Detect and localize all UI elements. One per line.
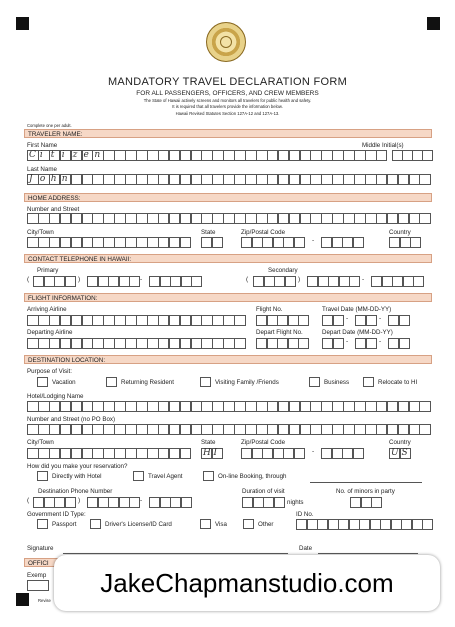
- depart-date-label: Depart Date (MM-DD-YY): [322, 329, 393, 336]
- reservation-checkbox[interactable]: [133, 471, 144, 481]
- exempt-box[interactable]: [27, 580, 49, 591]
- date-line[interactable]: [318, 553, 418, 554]
- id-type-checkbox[interactable]: [37, 519, 48, 529]
- secondary-prefix-cell[interactable]: [349, 276, 360, 287]
- reservation-option-label: Directly with Hotel: [52, 473, 102, 480]
- departing-airline-label: Departing Airline: [27, 329, 73, 336]
- handwritten-char: h: [50, 174, 57, 184]
- handwritten-char: z: [72, 150, 78, 160]
- purpose-label: Purpose of Visit:: [27, 368, 72, 375]
- date-dash: -: [346, 338, 349, 345]
- signature-label: Signature: [27, 545, 54, 552]
- handwritten-char: i: [61, 150, 65, 160]
- travel-date-label: Travel Date (MM-DD-YY): [322, 306, 392, 313]
- primary-line-cell[interactable]: [191, 276, 202, 287]
- signature-line[interactable]: [63, 553, 288, 554]
- nights-label: nights: [287, 499, 304, 506]
- paren-open: (: [246, 276, 249, 283]
- depart-flight-no-label: Depart Flight No.: [256, 329, 303, 336]
- purpose-checkbox[interactable]: [37, 377, 48, 387]
- primary-phone-label: Primary: [37, 267, 59, 274]
- form-title: MANDATORY TRAVEL DECLARATION FORM: [107, 76, 348, 88]
- duration-label: Duration of visit: [242, 488, 285, 495]
- home-state-cell[interactable]: [212, 237, 223, 248]
- section-official: OFFICI: [24, 558, 64, 567]
- phone-dash: -: [362, 276, 365, 283]
- purpose-option-label: Business: [324, 379, 350, 386]
- departing-airline-cell[interactable]: [234, 338, 246, 349]
- primary-prefix-cell[interactable]: [129, 276, 143, 287]
- section-flight-information: FLIGHT INFORMATION:: [24, 293, 432, 302]
- hotel-label: Hotel/Lodging Name: [27, 393, 84, 400]
- purpose-checkbox[interactable]: [200, 377, 211, 387]
- paren-open: (: [27, 276, 30, 283]
- handwritten-char: e: [83, 150, 89, 160]
- dest-country-cell[interactable]: [400, 448, 411, 459]
- primary-area-cell[interactable]: [65, 276, 76, 287]
- online-booking-line[interactable]: [310, 482, 422, 483]
- zip-dash: -: [312, 237, 315, 244]
- section-traveler-name: TRAVELER NAME:: [24, 129, 432, 138]
- purpose-option-label: Returning Resident: [121, 379, 174, 386]
- purpose-checkbox[interactable]: [363, 377, 374, 387]
- home-zip-cell[interactable]: [294, 237, 305, 248]
- phone-dash: -: [140, 276, 143, 283]
- id-type-label: Visa: [215, 521, 227, 528]
- dest-zip-cell[interactable]: [294, 448, 305, 459]
- id-no-label: ID No.: [296, 511, 314, 518]
- home-street-cell[interactable]: [419, 213, 431, 224]
- dest-country-label: Country: [389, 439, 411, 446]
- handwritten-char: i: [39, 150, 43, 160]
- middle-initial-label: Middle Initial(s): [362, 142, 404, 149]
- handwritten-char: J: [29, 174, 33, 184]
- first-name-label: First Name: [27, 142, 58, 149]
- secondary-phone-label: Secondary: [268, 267, 298, 274]
- reservation-option-label: On-line Booking, through: [218, 473, 287, 480]
- paren-close: ): [78, 276, 81, 283]
- paren-close: ): [298, 276, 301, 283]
- header-note-1: The State of Hawaii actively screens and monitors all travelers for public health and safety.: [143, 98, 312, 103]
- minors-label: No. of minors in party: [336, 488, 395, 495]
- id-type-label: Other: [258, 521, 274, 528]
- dest-street-cell[interactable]: [419, 424, 431, 435]
- gov-id-label: Government ID Type:: [27, 511, 86, 518]
- paren-close: ): [78, 497, 81, 504]
- id-type-checkbox[interactable]: [90, 519, 101, 529]
- dest-zip-label: Zip/Postal Code: [241, 439, 286, 446]
- dest-zip-ext-cell[interactable]: [353, 448, 364, 459]
- handwritten-char: t: [50, 150, 55, 160]
- travel-mm-cell[interactable]: [333, 315, 344, 326]
- home-street-label: Number and Street: [27, 206, 80, 213]
- registration-mark-top-right: [427, 17, 440, 30]
- dest-city-cell[interactable]: [180, 448, 192, 459]
- handwritten-char: n: [61, 174, 68, 184]
- purpose-checkbox[interactable]: [309, 377, 320, 387]
- flight-no-label: Flight No.: [256, 306, 283, 313]
- home-country-label: Country: [389, 229, 411, 236]
- watermark-banner: JakeChapmanstudio.com: [54, 555, 440, 611]
- secondary-line-cell[interactable]: [413, 276, 424, 287]
- date-label: Date: [299, 545, 313, 552]
- revised-label: Revise: [38, 598, 51, 603]
- phone-dash: -: [140, 497, 143, 504]
- date-dash: -: [379, 338, 382, 345]
- dest-phone-prefix-cell[interactable]: [129, 497, 143, 508]
- date-dash: -: [346, 315, 349, 322]
- section-contact-telephone: CONTACT TELEPHONE IN HAWAII:: [24, 254, 432, 263]
- middle-initial-cell[interactable]: [422, 150, 433, 161]
- duration-cell[interactable]: [274, 497, 285, 508]
- form-subtitle: FOR ALL PASSENGERS, OFFICERS, AND CREW MEMBERS: [136, 90, 319, 97]
- handwritten-char: o: [39, 174, 46, 184]
- purpose-option-label: Visiting Family /Friends: [215, 379, 279, 386]
- secondary-area-cell[interactable]: [285, 276, 296, 287]
- dest-city-label: City/Town: [27, 439, 54, 446]
- depart-flight-no-cell[interactable]: [298, 338, 309, 349]
- handwritten-char: H: [203, 448, 211, 458]
- flight-no-cell[interactable]: [298, 315, 309, 326]
- arriving-airline-label: Arriving Airline: [27, 306, 67, 313]
- dest-state-cell[interactable]: [212, 448, 223, 459]
- handwritten-char: U: [391, 448, 399, 458]
- header-note-2: It is required that all travelers provide the information below.: [172, 104, 283, 109]
- id-number-cell[interactable]: [422, 519, 433, 530]
- id-type-label: Passport: [52, 521, 77, 528]
- handwritten-char: I: [213, 448, 218, 458]
- date-dash: -: [379, 315, 382, 322]
- travel-dd-cell[interactable]: [366, 315, 377, 326]
- reservation-checkbox[interactable]: [203, 471, 214, 481]
- registration-mark-top-left: [16, 17, 29, 30]
- handwritten-char: n: [94, 150, 101, 160]
- last-name-label: Last Name: [27, 166, 57, 173]
- id-type-checkbox[interactable]: [200, 519, 211, 529]
- hotel-name-cell[interactable]: [419, 401, 431, 412]
- travel-yy-cell[interactable]: [399, 315, 410, 326]
- reservation-label: How did you make your reservation?: [27, 463, 128, 470]
- depart-dd-cell[interactable]: [366, 338, 377, 349]
- home-state-label: State: [201, 229, 216, 236]
- section-destination-location: DESTINATION LOCATION:: [24, 355, 432, 364]
- header-note-3: Hawaii Revised Statutes Section 127A-12 and 127A-13.: [175, 111, 280, 116]
- home-city-cell[interactable]: [180, 237, 192, 248]
- reservation-option-label: Travel Agent: [148, 473, 183, 480]
- purpose-checkbox[interactable]: [106, 377, 117, 387]
- section-home-address: HOME ADDRESS:: [24, 193, 432, 202]
- purpose-option-label: Vacation: [52, 379, 76, 386]
- minors-cell[interactable]: [371, 497, 382, 508]
- arriving-airline-cell[interactable]: [234, 315, 246, 326]
- purpose-option-label: Relocate to HI: [378, 379, 418, 386]
- id-type-label: Driver's License/ID Card: [105, 521, 172, 528]
- home-zip-label: Zip/Postal Code: [241, 229, 286, 236]
- dest-phone-label: Destination Phone Number: [38, 488, 113, 495]
- state-seal-icon: [206, 22, 246, 62]
- complete-note: Complete one per adult.: [27, 123, 72, 128]
- handwritten-char: S: [401, 448, 408, 458]
- zip-dash: -: [312, 448, 315, 455]
- dest-phone-line-cell[interactable]: [181, 497, 192, 508]
- last-name-cell[interactable]: [419, 174, 431, 185]
- dest-phone-area-cell[interactable]: [65, 497, 76, 508]
- home-city-label: City/Town: [27, 229, 54, 236]
- handwritten-char: C: [29, 150, 36, 160]
- paren-open: (: [27, 497, 30, 504]
- depart-yy-cell[interactable]: [399, 338, 410, 349]
- registration-mark-bottom-left: [16, 593, 29, 606]
- home-zip-ext-cell[interactable]: [353, 237, 364, 248]
- home-country-cell[interactable]: [410, 237, 421, 248]
- dest-street-label: Number and Street (no PO Box): [27, 416, 116, 423]
- id-type-checkbox[interactable]: [243, 519, 254, 529]
- first-name-cell[interactable]: [376, 150, 388, 161]
- dest-state-label: State: [201, 439, 216, 446]
- exempt-label: Exemp: [27, 572, 47, 579]
- reservation-checkbox[interactable]: [37, 471, 48, 481]
- depart-mm-cell[interactable]: [333, 338, 344, 349]
